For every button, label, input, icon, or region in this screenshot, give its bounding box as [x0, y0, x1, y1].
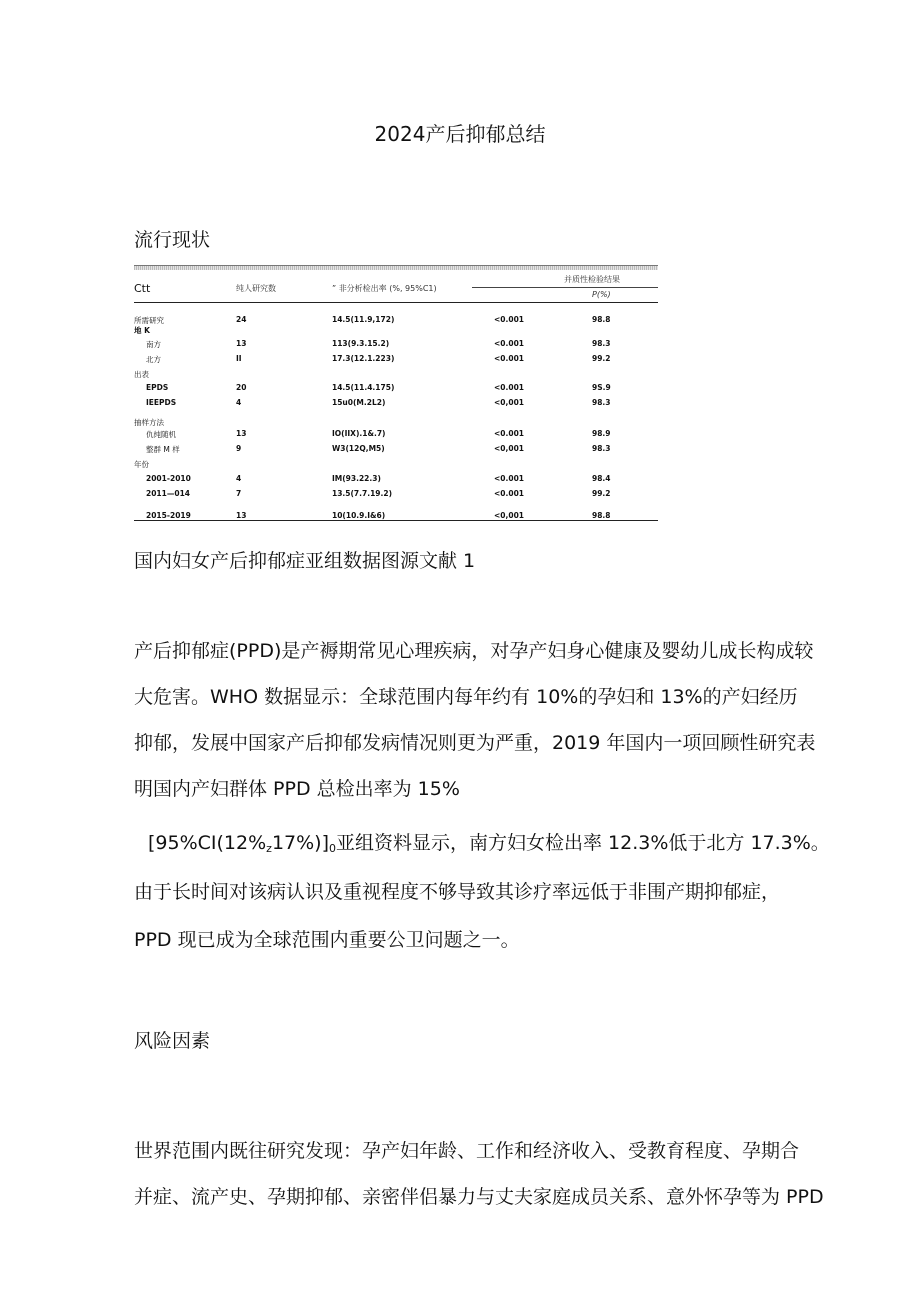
subgroup-table	[134, 265, 658, 521]
table-row-label: EPDS	[146, 383, 169, 392]
table-cell: 17.3(12.1.223)	[332, 354, 395, 363]
document-title: 2024产后抑郁总结	[374, 122, 546, 146]
table-header-rate: ” 非分析检出率 (%, 95%C1)	[332, 284, 437, 293]
table-row-label: 北方	[146, 355, 161, 364]
table-cell: 98.3	[592, 339, 611, 348]
table-header-i2: P(%)	[592, 290, 611, 299]
table-row-label: 地 K	[134, 326, 150, 335]
table-caption: 国内妇女产后抑郁症亚组数据图源文献 1	[134, 550, 476, 572]
table-cell: 14.5(11.4.175)	[332, 383, 395, 392]
table-cell: 4	[236, 398, 242, 407]
paragraph-1-line-1: 产后抑郁症(PPD)是产褥期常见心理疾病，对孕产妇身心健康及婴幼儿成长构成较	[134, 640, 814, 662]
table-cell: <0.001	[494, 315, 525, 324]
table-cell: IM(93.22.3)	[332, 474, 381, 483]
table-cell: 98.3	[592, 398, 611, 407]
table-row-label: 整群 M 样	[146, 445, 180, 454]
ci-subscript: z	[266, 842, 272, 855]
section-heading-prevalence: 流行现状	[134, 229, 211, 251]
table-cell: <0.001	[494, 354, 525, 363]
table-cell: 13	[236, 511, 247, 520]
table-row-label: 年份	[134, 460, 149, 469]
table-row-label: 仇纯随机	[146, 430, 176, 439]
table-header-category: Ctt	[134, 282, 151, 295]
table-cell: 98.8	[592, 511, 611, 520]
table-cell: <0.001	[494, 383, 525, 392]
table-row-label: 2011—014	[146, 489, 191, 498]
table-header-divider	[472, 287, 658, 288]
table-row-label: 所需研究	[134, 316, 164, 325]
table-cell: 98.3	[592, 444, 611, 453]
paragraph-2-line-2: 并症、流产史、孕期抑郁、亲密伴侣暴力与丈夫家庭成员关系、意外怀孕等为 PPD	[134, 1186, 824, 1208]
table-bottom-rule	[134, 520, 658, 521]
table-cell: 98.8	[592, 315, 611, 324]
table-cell: <0.001	[494, 339, 525, 348]
table-row-label: 抽样方法	[134, 418, 164, 427]
table-cell: <0.001	[494, 429, 525, 438]
table-cell: 10(10.9.I&6)	[332, 511, 386, 520]
table-cell: 7	[236, 489, 242, 498]
table-row-label: IEEPDS	[146, 398, 177, 407]
table-cell: 99.2	[592, 489, 611, 498]
paragraph-1-line-4: 明国内产妇群体 PPD 总检出率为 15%	[134, 778, 460, 800]
ci-text: [95%CI(12%	[148, 832, 267, 854]
table-cell: <0.001	[494, 474, 525, 483]
table-cell: 99.2	[592, 354, 611, 363]
table-header-study-count: 纯人研究数	[236, 284, 276, 293]
section-heading-risk-factors: 风险因素	[134, 1030, 211, 1052]
table-cell: II	[236, 354, 242, 363]
paragraph-1-line-5	[148, 820, 830, 872]
table-cell: <0,001	[494, 511, 525, 520]
table-top-rule	[134, 265, 658, 270]
table-cell: 13	[236, 339, 247, 348]
paragraph-1-line-3: 抑郁，发展中国家产后抑郁发病情况则更为严重，2019 年国内一项回顾性研究表	[134, 732, 816, 754]
table-cell: 9S.9	[592, 383, 611, 392]
ci-subscript-2: 0	[329, 842, 336, 855]
table-cell: 14.5(11.9,172)	[332, 315, 395, 324]
ci-text-2: 17%)]	[271, 832, 329, 854]
table-header-heterogeneity: 并质性检验结果	[564, 275, 620, 284]
table-cell: 98.4	[592, 474, 611, 483]
table-row-label: 2015-2019	[146, 511, 191, 520]
paragraph-2-line-1: 世界范围内既往研究发现：孕产妇年龄、工作和经济收入、受教育程度、孕期合	[134, 1140, 800, 1162]
table-row-label: 南方	[146, 340, 161, 349]
table-cell: <0,001	[494, 398, 525, 407]
table-cell: <0,001	[494, 444, 525, 453]
paragraph-1-line-7: PPD 现已成为全球范围内重要公卫问题之一。	[134, 929, 520, 951]
table-cell: 24	[236, 315, 247, 324]
table-row-label: 2001-2010	[146, 474, 191, 483]
table-cell: 20	[236, 383, 247, 392]
table-cell: 9	[236, 444, 242, 453]
table-cell: 13.5(7.7.19.2)	[332, 489, 392, 498]
table-row-label: 出表	[134, 370, 149, 379]
table-cell: 4	[236, 474, 242, 483]
table-cell: <0.001	[494, 489, 525, 498]
table-header-rule	[134, 302, 658, 303]
paragraph-1-line-6: 由于长时间对该病认识及重视程度不够导致其诊疗率远低于非围产期抑郁症，	[134, 881, 781, 903]
table-cell: 98.9	[592, 429, 611, 438]
paragraph-1-line-2: 大危害。WHO 数据显示：全球范围内每年约有 10%的孕妇和 13%的产妇经历	[134, 686, 798, 708]
table-cell: 13	[236, 429, 247, 438]
table-cell: IO(IIX).1&.7)	[332, 429, 386, 438]
table-cell: W3(12Q,M5)	[332, 444, 385, 453]
subgroup-text: 亚组资料显示，南方妇女检出率 12.3%低于北方 17.3%。	[336, 832, 830, 854]
table-cell: 113(9.3.15.2)	[332, 339, 390, 348]
table-cell: 15u0(M.2L2)	[332, 398, 386, 407]
